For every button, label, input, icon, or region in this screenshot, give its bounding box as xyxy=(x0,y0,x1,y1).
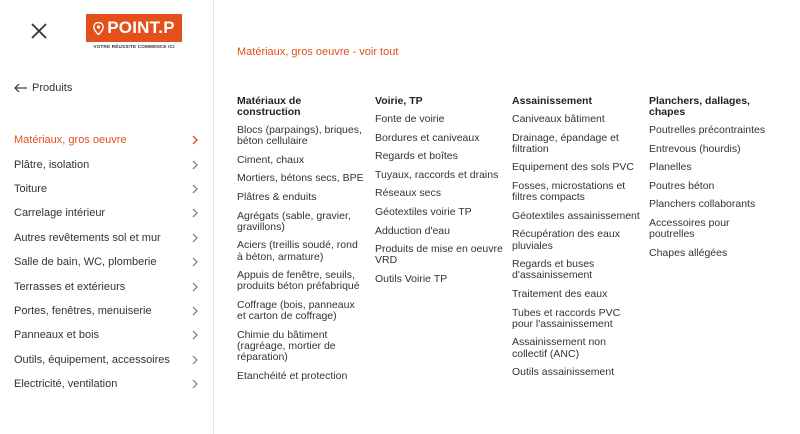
list-item[interactable]: Entrevous (hourdis) xyxy=(649,142,741,155)
list-item[interactable]: Chimie du bâtiment (ragréage, mortier de réparation) xyxy=(237,328,336,364)
list-item[interactable]: Traitement des eaux xyxy=(512,287,608,300)
list-item[interactable]: Assainissement non collectif (ANC) xyxy=(512,336,606,360)
list-item[interactable]: Tubes et raccords PVC pour l'assainissement xyxy=(512,306,621,330)
list-item[interactable]: Géotextiles voirie TP xyxy=(375,205,472,218)
list-item[interactable]: Etanchéité et protection xyxy=(237,369,348,382)
list-item[interactable]: Planelles xyxy=(649,161,692,174)
list-item[interactable]: Caniveaux bâtiment xyxy=(512,113,605,125)
sidebar-item-label: Autres revêtements sol et mur xyxy=(14,231,161,244)
back-to-products-link[interactable] xyxy=(14,82,72,94)
list-item[interactable]: Produits de mise en oeuvre VRD xyxy=(375,243,503,267)
chevron-right-icon xyxy=(192,160,198,170)
list-item[interactable]: Chapes allégées xyxy=(649,246,728,259)
column-voirie-tp xyxy=(375,96,503,293)
sidebar-item-label: Toiture xyxy=(14,182,48,195)
list-item[interactable]: Adduction d'eau xyxy=(375,224,450,237)
sidebar-item-electricite-ventilation[interactable] xyxy=(0,372,214,396)
list-item[interactable]: Réseaux secs xyxy=(375,187,441,200)
list-item[interactable]: Ciment, chaux xyxy=(237,153,305,166)
sidebar-item-label: Plâtre, isolation xyxy=(14,158,90,171)
sidebar-item-label: Panneaux et bois xyxy=(14,329,100,342)
sidebar-item-label: Portes, fenêtres, menuiserie xyxy=(14,304,152,317)
back-link-label: Produits xyxy=(32,82,73,94)
column-title: Assainissement xyxy=(512,95,592,107)
list-item[interactable]: Géotextiles assainissement xyxy=(512,209,640,222)
sidebar-item-label: Carrelage intérieur xyxy=(14,207,106,220)
column-link-list xyxy=(649,125,777,259)
chevron-right-icon xyxy=(192,379,198,389)
list-item[interactable]: Outils Voirie TP xyxy=(375,272,448,285)
list-item[interactable]: Appuis de fenêtre, seuils, produits béton préfabriqué xyxy=(237,269,360,293)
chevron-right-icon xyxy=(192,282,198,292)
chevron-right-icon xyxy=(192,330,198,340)
logo-box xyxy=(86,14,182,42)
sidebar-item-label: Salle de bain, WC, plomberie xyxy=(14,256,157,269)
list-item[interactable]: Fonte de voirie xyxy=(375,113,445,125)
sidebar-item-label: Electricité, ventilation xyxy=(14,378,118,391)
list-item[interactable]: Blocs (parpaings), briques, béton cellulaire xyxy=(237,124,362,148)
list-item[interactable]: Outils assainissement xyxy=(512,366,615,379)
list-item[interactable]: Drainage, épandage et filtration xyxy=(512,131,619,155)
sidebar-item-panneaux-bois[interactable] xyxy=(0,323,214,347)
list-item[interactable]: Coffrage (bois, panneaux et carton de coffrage) xyxy=(237,298,355,323)
sidebar-item-platre-isolation[interactable] xyxy=(0,152,214,176)
list-item[interactable]: Aciers (treillis soudé, rond à béton, armature) xyxy=(237,239,358,263)
column-link-list xyxy=(512,114,640,378)
see-all-link[interactable]: Matériaux, gros oeuvre - voir tout xyxy=(237,46,399,58)
sidebar-item-carrelage-interieur[interactable] xyxy=(0,201,214,225)
column-title: Matériaux de construction xyxy=(237,95,302,118)
list-item[interactable]: Plâtres & enduits xyxy=(237,190,317,203)
sidebar-panel xyxy=(0,0,214,434)
column-materiaux-construction xyxy=(237,96,365,389)
sidebar-item-label: Matériaux, gros oeuvre xyxy=(14,134,127,147)
column-planchers-dallages-chapes xyxy=(649,96,777,266)
list-item[interactable]: Poutres béton xyxy=(649,179,715,192)
sidebar-item-materiaux-gros-oeuvre[interactable] xyxy=(0,128,214,152)
logo-tagline: VOTRE RÉUSSITE COMMENCE ICI xyxy=(93,44,175,49)
chevron-right-icon xyxy=(192,306,198,316)
sidebar-item-outils-equipement[interactable] xyxy=(0,348,214,372)
sidebar-item-terrasses[interactable] xyxy=(0,274,214,298)
list-item[interactable]: Poutrelles précontraintes xyxy=(649,124,766,136)
column-title: Voirie, TP xyxy=(375,95,423,107)
list-item[interactable]: Accessoires pour poutrelles xyxy=(649,216,730,241)
chevron-right-icon xyxy=(192,233,198,243)
column-assainissement xyxy=(512,96,640,386)
chevron-right-icon xyxy=(192,355,198,365)
column-link-list xyxy=(237,125,365,382)
list-item[interactable]: Planchers collaborants xyxy=(649,198,756,211)
sidebar-item-autres-revetements[interactable] xyxy=(0,226,214,250)
sidebar-item-label: Terrasses et extérieurs xyxy=(14,280,126,293)
list-item[interactable]: Regards et buses d'assainissement xyxy=(512,258,595,282)
sidebar-item-label: Outils, équipement, accessoires xyxy=(14,353,170,366)
logo-brand-text: POINT.P xyxy=(107,18,175,37)
column-link-list xyxy=(375,114,503,285)
list-item[interactable]: Equipement des sols PVC xyxy=(512,161,634,174)
brand-logo[interactable] xyxy=(86,14,182,50)
location-pin-icon xyxy=(93,22,104,35)
list-item[interactable]: Regards et boîtes xyxy=(375,150,458,163)
chevron-right-icon xyxy=(192,135,198,145)
chevron-right-icon xyxy=(192,184,198,194)
close-icon xyxy=(28,20,50,42)
sidebar-item-portes-fenetres[interactable] xyxy=(0,299,214,323)
column-title: Planchers, dallages, chapes xyxy=(649,95,750,118)
list-item[interactable]: Mortiers, bétons secs, BPE xyxy=(237,172,364,185)
category-list xyxy=(0,128,214,396)
chevron-right-icon xyxy=(192,208,198,218)
arrow-left-icon xyxy=(14,83,28,93)
list-item[interactable]: Fosses, microstations et filtres compacts xyxy=(512,179,626,204)
sidebar-item-toiture[interactable] xyxy=(0,177,214,201)
list-item[interactable]: Tuyaux, raccords et drains xyxy=(375,168,499,181)
sidebar-item-salle-de-bain[interactable] xyxy=(0,250,214,274)
chevron-right-icon xyxy=(192,257,198,267)
close-button[interactable] xyxy=(28,20,50,42)
list-item[interactable]: Bordures et caniveaux xyxy=(375,131,480,144)
list-item[interactable]: Récupération des eaux pluviales xyxy=(512,228,620,252)
list-item[interactable]: Agrégats (sable, gravier, gravillons) xyxy=(237,209,351,233)
